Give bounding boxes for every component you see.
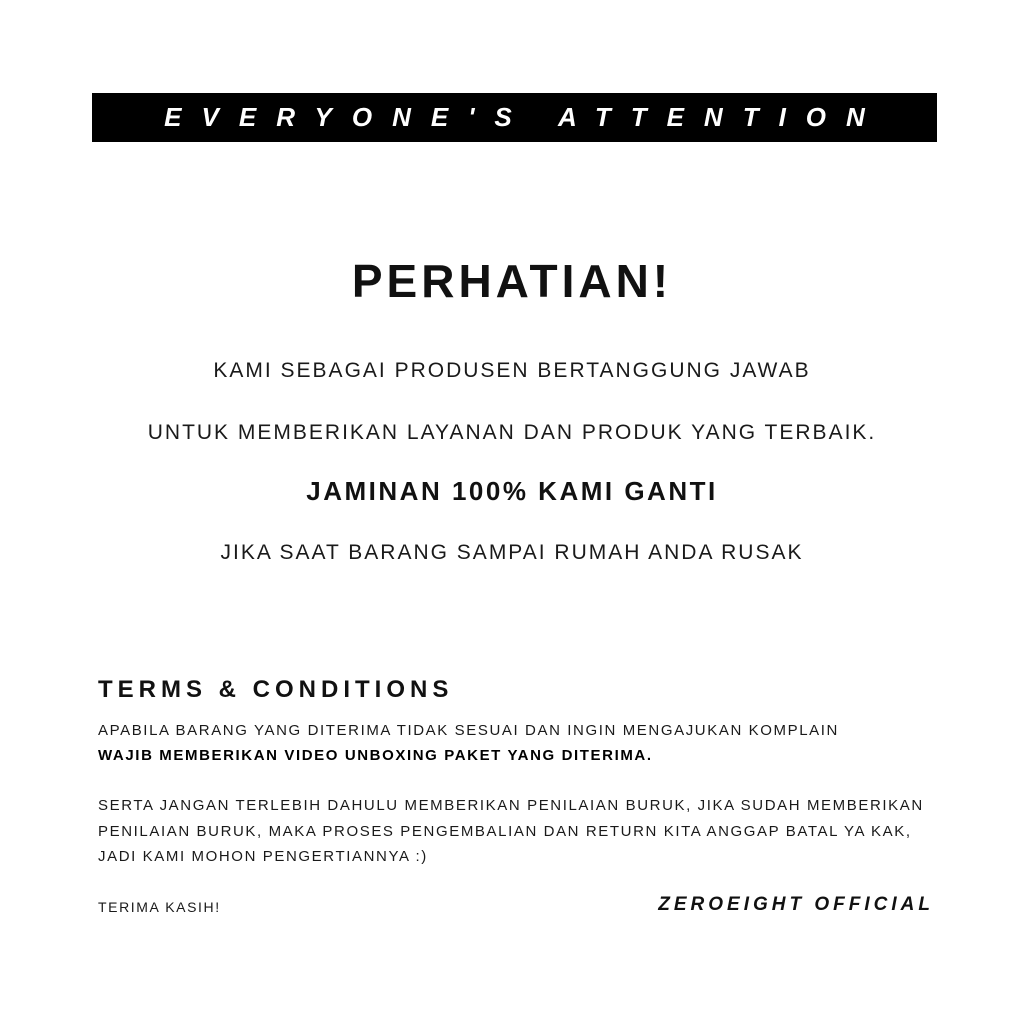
terms-para2-line3: JADI KAMI MOHON PENGERTIANNYA :)	[98, 848, 428, 865]
brand-signature: ZEROEIGHT OFFICIAL	[658, 894, 934, 915]
terms-para2-line2: PENILAIAN BURUK, MAKA PROSES PENGEMBALIAN DAN RETURN KITA ANGGAP BATAL YA KAK,	[98, 823, 912, 840]
terms-para2-line1: SERTA JANGAN TERLEBIH DAHULU MEMBERIKAN PENILAIAN BURUK, JIKA SUDAH MEMBERIKAN	[98, 797, 924, 814]
attention-banner	[92, 93, 937, 142]
thanks-text: TERIMA KASIH!	[98, 899, 221, 915]
terms-para1-line2: WAJIB MEMBERIKAN VIDEO UNBOXING PAKET YANG DITERIMA.	[98, 747, 653, 764]
notice-title: PERHATIAN!	[351, 255, 673, 307]
notice-line-1: KAMI SEBAGAI PRODUSEN BERTANGGUNG JAWAB	[213, 359, 811, 382]
notice-line-2: UNTUK MEMBERIKAN LAYANAN DAN PRODUK YANG TERBAIK.	[147, 421, 877, 444]
banner-text: EVERYONE'S ATTENTION	[164, 102, 885, 132]
notice-line-3: JIKA SAAT BARANG SAMPAI RUMAH ANDA RUSAK	[220, 541, 804, 564]
terms-para1-line1: APABILA BARANG YANG DITERIMA TIDAK SESUAI DAN INGIN MENGAJUKAN KOMPLAIN	[98, 722, 839, 739]
terms-heading: TERMS & CONDITIONS	[98, 676, 454, 703]
guarantee-text: JAMINAN 100% KAMI GANTI	[306, 476, 718, 506]
